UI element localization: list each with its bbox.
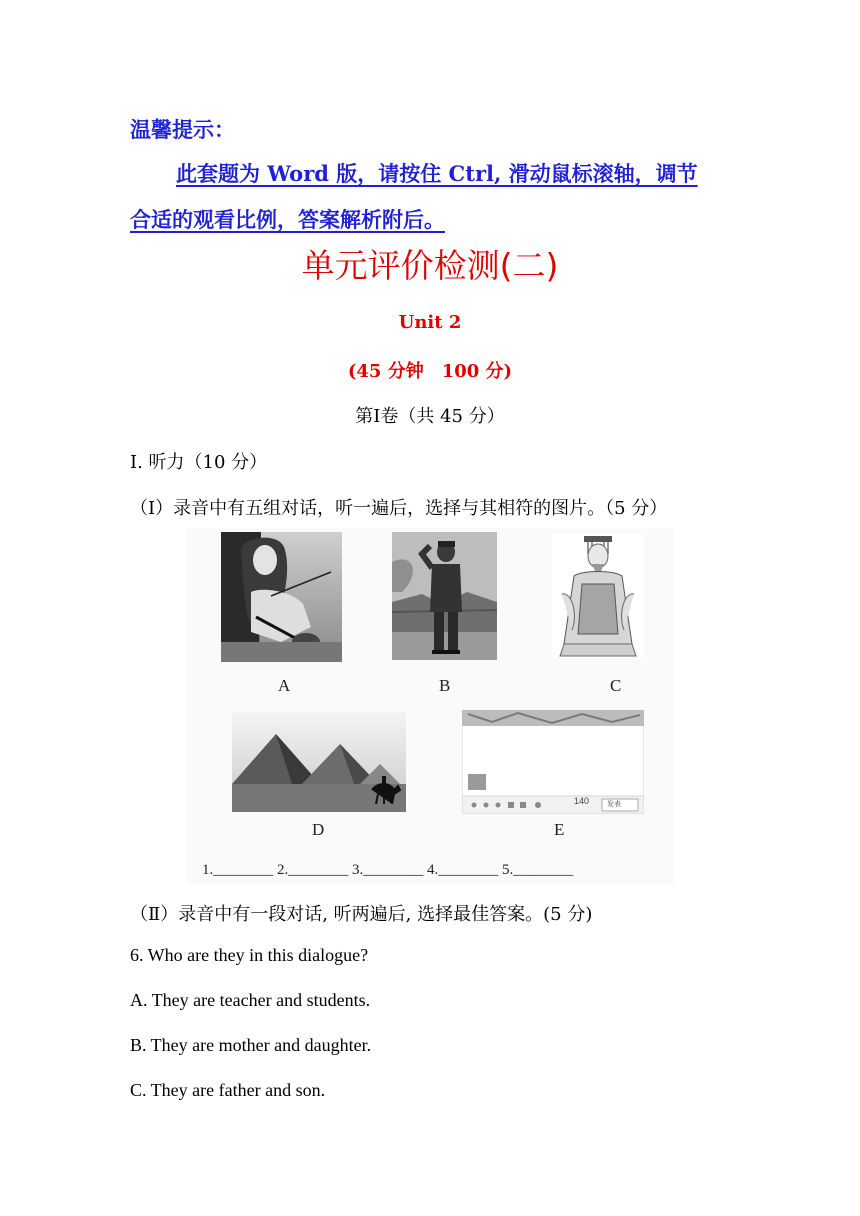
picture-b-soldier	[392, 532, 497, 660]
unit-label: Unit 2	[398, 312, 462, 333]
picture-label-b: B	[439, 676, 451, 695]
picture-e-post-window	[462, 710, 644, 814]
picture-options-panel	[186, 528, 674, 884]
part-2-instruction: （Ⅱ）录音中有一段对话, 听两遍后, 选择最佳答案。(5 分)	[130, 904, 593, 925]
part-1-instruction: （Ⅰ）录音中有五组对话，听一遍后，选择与其相符的图片。（5 分）	[130, 498, 668, 519]
time-score-label: (45 分钟 100 分)	[347, 361, 513, 382]
picture-label-c: C	[610, 676, 622, 695]
option-c: C. They are father and son.	[130, 1080, 326, 1100]
volume-label: 第Ⅰ卷（共 45 分）	[355, 406, 505, 427]
picture-label-e: E	[554, 820, 565, 839]
picture-c-emperor	[552, 534, 644, 658]
tip-line-2: 合适的观看比例，答案解析附后。	[130, 207, 445, 232]
picture-a-violinist	[221, 532, 342, 662]
picture-label-a: A	[278, 676, 291, 695]
answer-blanks: 1.________ 2.________ 3.________ 4.________ 5.________	[202, 862, 574, 878]
picture-label-d: D	[312, 820, 325, 839]
tip-title: 温馨提示：	[130, 117, 235, 142]
post-counter: 140	[574, 796, 590, 806]
option-b: B. They are mother and daughter.	[130, 1035, 372, 1055]
post-button[interactable]: 发表	[607, 800, 621, 808]
section-heading-listening: Ⅰ. 听力（10 分）	[130, 452, 268, 473]
tip-line-1: 此套题为 Word 版，请按住 Ctrl, 滑动鼠标滚轴，调节	[176, 161, 698, 186]
picture-d-pyramids	[232, 712, 406, 812]
option-a: A. They are teacher and students.	[130, 990, 371, 1010]
page-title: 单元评价检测(二)	[301, 246, 559, 285]
question-6: 6. Who are they in this dialogue?	[130, 945, 369, 965]
